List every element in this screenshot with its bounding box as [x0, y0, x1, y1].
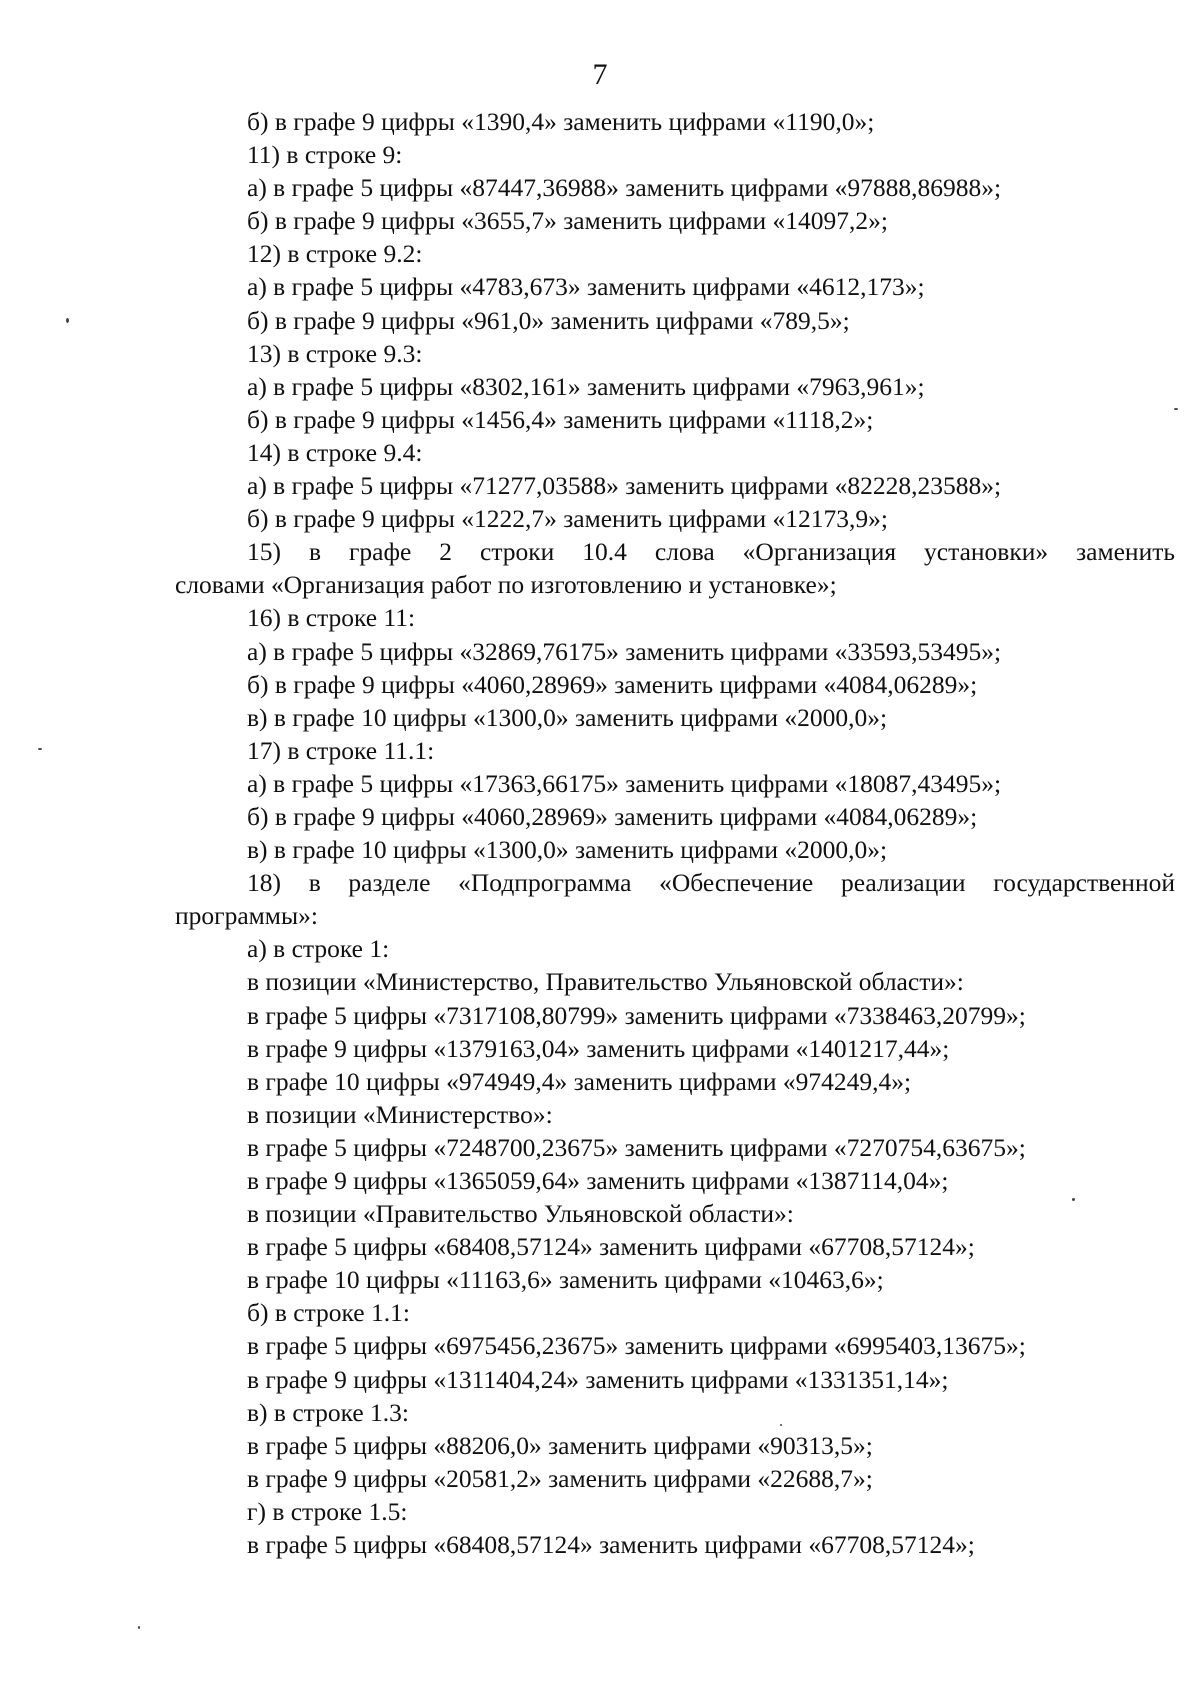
text-line: б) в графе 9 цифры «1222,7» заменить цифрами «12173,9»; — [247, 504, 888, 534]
text-line: а) в графе 5 цифры «32869,76175» заменить цифрами «33593,53495»; — [247, 636, 1002, 666]
text-line: 12) в строке 9.2: — [247, 239, 423, 269]
scan-speck — [1174, 408, 1178, 410]
text-line: в графе 5 цифры «68408,57124» заменить цифрами «67708,57124»; — [247, 1530, 975, 1560]
text-line: б) в строке 1.1: — [247, 1298, 410, 1328]
scan-speck — [66, 318, 69, 323]
text-line: а) в графе 5 цифры «8302,161» заменить цифрами «7963,961»; — [247, 371, 925, 401]
text-line: в позиции «Правительство Ульяновской области»: — [247, 1199, 794, 1229]
text-line: в графе 5 цифры «7248700,23675» заменить цифрами «7270754,63675»; — [247, 1132, 1026, 1162]
text-line: в графе 9 цифры «1311404,24» заменить цифрами «1331351,14»; — [247, 1364, 949, 1394]
text-line: в) в строке 1.3: — [247, 1397, 410, 1427]
text-line: б) в графе 9 цифры «4060,28969» заменить цифрами «4084,06289»; — [247, 801, 978, 831]
scan-speck — [1072, 1198, 1075, 1201]
text-line: а) в строке 1: — [247, 934, 390, 964]
text-line: 13) в строке 9.3: — [247, 338, 423, 368]
text-line: в позиции «Министерство»: — [247, 1099, 553, 1129]
text-line: программы»: — [175, 901, 318, 931]
text-line: в графе 10 цифры «974949,4» заменить цифрами «974249,4»; — [247, 1066, 912, 1096]
text-line: б) в графе 9 цифры «3655,7» заменить цифрами «14097,2»; — [247, 206, 888, 236]
text-line: а) в графе 5 цифры «17363,66175» заменить цифрами «18087,43495»; — [247, 768, 1002, 798]
text-line: в) в графе 10 цифры «1300,0» заменить цифрами «2000,0»; — [247, 702, 888, 732]
text-line: б) в графе 9 цифры «1456,4» заменить цифрами «1118,2»; — [247, 404, 874, 434]
text-line: 11) в строке 9: — [247, 140, 403, 170]
text-line: б) в графе 9 цифры «1390,4» заменить цифрами «1190,0»; — [247, 107, 875, 136]
text-line: в графе 10 цифры «11163,6» заменить цифрами «10463,6»; — [247, 1265, 884, 1295]
scan-speck — [138, 1626, 140, 1629]
text-line: 17) в строке 11.1: — [247, 735, 435, 765]
text-line: в графе 9 цифры «20581,2» заменить цифрами «22688,7»; — [247, 1463, 873, 1493]
text-line: в графе 9 цифры «1365059,64» заменить цифрами «1387114,04»; — [247, 1166, 949, 1195]
text-line: б) в графе 9 цифры «4060,28969» заменить цифрами «4084,06289»; — [247, 669, 978, 699]
text-line: в позиции «Министерство, Правительство Ульяновской области»: — [247, 967, 964, 997]
document-body — [175, 105, 1175, 1561]
scan-speck — [780, 1424, 782, 1426]
text-line: в графе 5 цифры «88206,0» заменить цифрами «90313,5»; — [247, 1430, 873, 1460]
text-line: а) в графе 5 цифры «87447,36988» заменить цифрами «97888,86988»; — [247, 173, 1002, 203]
text-line: в графе 9 цифры «1379163,04» заменить цифрами «1401217,44»; — [247, 1033, 950, 1063]
scan-speck — [38, 748, 42, 750]
text-line: словами «Организация работ по изготовлению и установке»; — [175, 570, 837, 600]
text-line: а) в графе 5 цифры «71277,03588» заменить цифрами «82228,23588»; — [247, 471, 1002, 501]
text-line: 16) в строке 11: — [247, 603, 416, 633]
page-number: 7 — [592, 58, 608, 91]
text-line: б) в графе 9 цифры «961,0» заменить цифрами «789,5»; — [247, 305, 850, 335]
text-line: г) в строке 1.5: — [247, 1496, 408, 1526]
text-line: 15) в графе 2 строки 10.4 слова «Организация установки» заменить — [247, 537, 1175, 567]
text-line: а) в графе 5 цифры «4783,673» заменить цифрами «4612,173»; — [247, 272, 925, 302]
text-line: в графе 5 цифры «7317108,80799» заменить цифрами «7338463,20799»; — [247, 1000, 1026, 1030]
text-line: в) в графе 10 цифры «1300,0» заменить цифрами «2000,0»; — [247, 835, 888, 865]
text-line: в графе 5 цифры «6975456,23675» заменить цифрами «6995403,13675»; — [247, 1331, 1026, 1361]
text-line: в графе 5 цифры «68408,57124» заменить цифрами «67708,57124»; — [247, 1232, 975, 1262]
text-line: 14) в строке 9.4: — [247, 437, 423, 467]
text-line: 18) в разделе «Подпрограмма «Обеспечение реализации государственной — [247, 868, 1175, 898]
